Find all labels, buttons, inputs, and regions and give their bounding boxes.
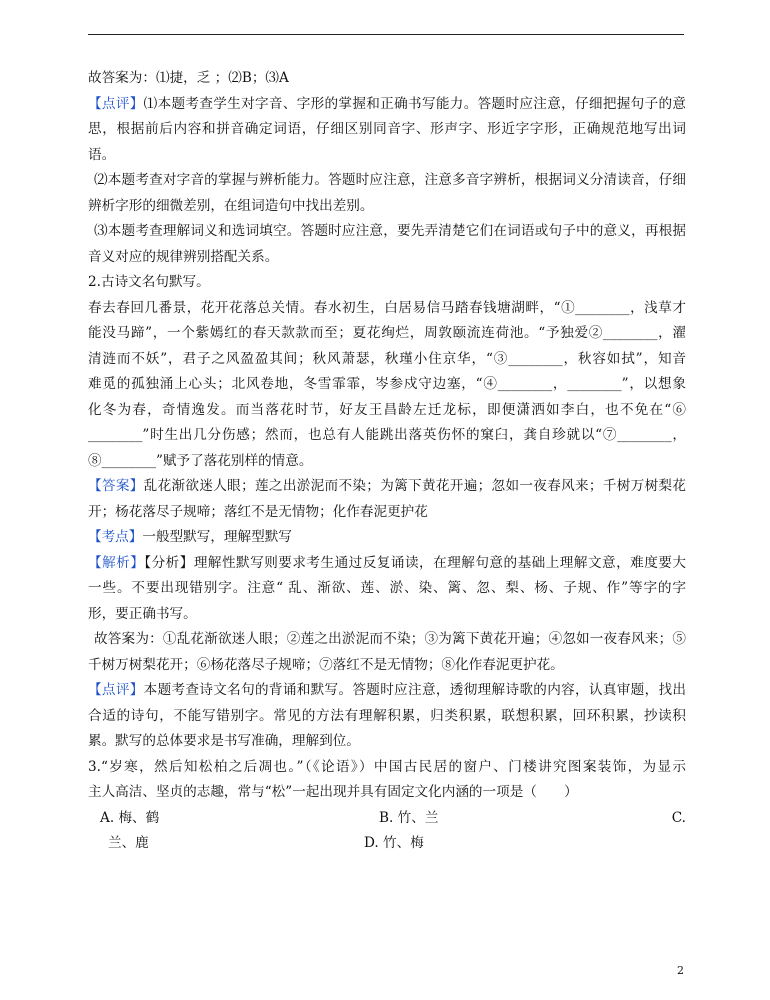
q3-stem-line-2: 主人高洁、坚贞的志趣，常与“松”一起出现并具有固定文化内涵的一项是（ ） bbox=[88, 784, 578, 800]
q1-p2-line-1: ⑵本题考查对字音的掌握与辨析能力。答题时应注意，注意多音字辨析，根据词义分清读音，仔细 bbox=[94, 172, 686, 188]
q2-passage-line-1: 春去春回几番景，花开花落总关情。春水初生，白居易信马踏春钱塘湖畔，“①________，浅草才 bbox=[88, 299, 686, 316]
q2-review-line-1: 【点评】本题考查诗文名句的背诵和默写。答题时应注意，透彻理解诗歌的内容，认真审题，找出 bbox=[88, 682, 686, 698]
q2-passage-line-5: 化冬为春，奇情逸发。而当落花时节，好友王昌龄左迁龙标，即便潇洒如李白，也不免在“⑥ bbox=[88, 401, 686, 418]
option-a[interactable]: A. 梅、鹤 bbox=[100, 809, 160, 826]
answer-tag: 【答案】 bbox=[88, 478, 144, 494]
q2-passage-line-7: ⑧________”赋予了落花别样的情意。 bbox=[88, 452, 313, 469]
q2-point-line: 【考点】一般型默写，理解型默写 bbox=[88, 529, 292, 545]
q2-answer-line-2: 开；杨花落尽子规啼；落红不是无情物；化作春泥更护花 bbox=[88, 503, 428, 520]
q2-review-line-2: 合适的诗句，不能写错别字。常见的方法有理解积累，归类积累，联想积累，回环积累，抄读积 bbox=[88, 707, 686, 724]
q2-analysis-line-2: 一些。不要出现错别字。注意“ 乱、渐欲、莲、淤、染、篱、忽、梨、杨、子规、作”等字的字 bbox=[88, 580, 686, 596]
review-tag: 【点评】 bbox=[88, 95, 144, 112]
q2-passage-line-2: 能没马蹄”，一个紫嫣红的春天款款而至；夏花绚烂，周敦颐流连荷池。“予独爱②________，濯 bbox=[88, 325, 686, 341]
q1-answer-line: 故答案为：⑴捷，乏 ；⑵B；⑶A bbox=[88, 70, 289, 86]
analysis-tag: 【解析】 bbox=[88, 554, 145, 571]
option-b[interactable]: B. 竹、兰 bbox=[379, 809, 439, 826]
q3-options-row-1 bbox=[88, 806, 686, 832]
point-tag: 【考点】 bbox=[88, 529, 143, 545]
q2-passage-line-3: 清涟而不妖”，君子之风盈盈其间；秋风萧瑟，秋瑾小住京华，“③________，秋容如拭”，知音 bbox=[88, 350, 686, 367]
option-c-label[interactable]: C. bbox=[671, 809, 686, 826]
q2-solution-line-2: 千树万树梨花开；⑥杨花落尽子规啼；⑦落红不是无情物；⑧化作春泥更护花。 bbox=[88, 656, 564, 673]
q2-answer-line-1: 【答案】乱花渐欲迷人眼；莲之出淤泥而不染；为篱下黄花开遍；忽如一夜春风来；千树万树梨花 bbox=[88, 478, 686, 494]
q1-review-line-3: 语。 bbox=[88, 146, 116, 163]
q2-solution-line-1: 故答案为：①乱花渐欲迷人眼；②莲之出淤泥而不染；③为篱下黄花开遍；④忽如一夜春风来；⑤ bbox=[94, 631, 686, 647]
q3-stem-line-1: 3.“岁寒，然后知松柏之后凋也。”（《论语》）中国古民居的窗户、门楼讲究图案装饰，为显示 bbox=[88, 758, 686, 775]
q1-p2-line-2: 辨析字形的细微差别，在组词造句中找出差别。 bbox=[88, 197, 374, 214]
q1-p3-line-1: ⑶本题考查理解词义和选词填空。答题时应注意，要先弄清楚它们在词语或句子中的意义，再根据 bbox=[94, 223, 686, 239]
page-number: 2 bbox=[677, 964, 684, 977]
q2-review-line-3: 累。默写的总体要求是书写准确，理解到位。 bbox=[88, 733, 360, 749]
option-d[interactable]: D. 竹、梅 bbox=[364, 835, 424, 851]
q3-options-row-2 bbox=[88, 831, 686, 857]
review-tag: 【点评】 bbox=[88, 682, 144, 698]
document-body bbox=[88, 66, 686, 857]
q1-p3-line-2: 音义对应的规律辨别搭配关系。 bbox=[88, 248, 279, 265]
q1-review-line-2: 思，根据前后内容和拼音确定词语，仔细区别同音字、形声字、形近字字形，正确规范地写出词 bbox=[88, 121, 686, 137]
option-c-text[interactable]: 兰、鹿 bbox=[108, 835, 149, 851]
q2-analysis-line-1: 【解析】【分析】理解性默写则要求考生通过反复诵读，在理解句意的基础上理解文意，难度要大 bbox=[88, 554, 686, 571]
header-rule bbox=[88, 34, 684, 35]
q2-passage-line-6: ________”时生出几分伤感；然而，也总有人能跳出落英伤怀的窠臼，龚自珍就以“⑦________， bbox=[88, 427, 686, 443]
q2-passage-line-4: 难觅的孤独涌上心头；北风卷地，冬雪霏霏，岑参戍守边塞，“④________，________”，以想象 bbox=[88, 376, 686, 392]
q2-analysis-line-3: 形，要正确书写。 bbox=[88, 605, 197, 622]
q2-title: 2.古诗文名句默写。 bbox=[88, 274, 210, 290]
q1-review-line-1: 【点评】⑴本题考查学生对字音、字形的掌握和正确书写能力。答题时应注意，仔细把握句子的意 bbox=[88, 95, 686, 112]
